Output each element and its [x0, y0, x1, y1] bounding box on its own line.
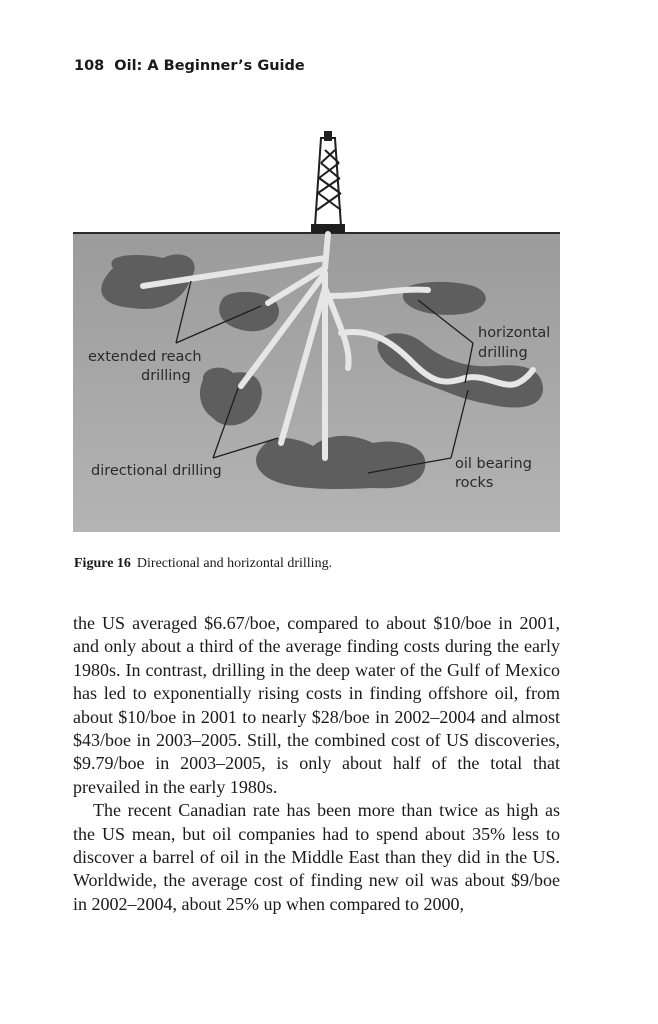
caption-label: Figure 16 — [74, 556, 131, 571]
label-oil-bearing: oil bearing — [455, 456, 532, 472]
paragraph: the US averaged $6.67/boe, compared to about $10/boe in 2001, and only about a third of the average finding costs during the early 1980s. In contrast, drilling in the deep water of the Gulf of Mexico has led to exponentially rising costs in finding offshore oil, from about $10/boe in 2001 to nearly $28/boe in 2002–2004 and almost $43/boe in 2003–2005. Still, the combined cost of US discoveries, $9.79/boe in 2003–2005, is only about half of the total that prevailed in the early 1980s. — [73, 613, 560, 797]
label-oil-bearing-2: rocks — [455, 475, 494, 491]
label-extended-reach: extended reach — [88, 349, 202, 365]
caption-text: Directional and horizontal drilling. — [136, 556, 333, 571]
drilling-rig — [315, 132, 341, 226]
label-extended-reach-2: drilling — [141, 368, 191, 384]
label-horizontal-2: drilling — [478, 345, 528, 361]
label-directional: directional drilling — [91, 463, 222, 479]
label-horizontal: horizontal — [478, 325, 551, 341]
drilling-diagram — [73, 128, 560, 532]
figure-caption — [74, 556, 332, 572]
paragraph: The recent Canadian rate has been more than twice as high as the US mean, but oil companies had to spend about 35% less to discover a barrel of oil in the Middle East than they did in the US. Worldwide, the average cost of finding new oil was about $9/boe in 2002–2004, about 25% up when compared to 2000, — [73, 800, 560, 914]
running-header — [74, 58, 305, 74]
book-title: Oil: A Beginner’s Guide — [114, 58, 305, 74]
page-number: 108 — [74, 58, 105, 74]
body-text — [73, 612, 560, 916]
